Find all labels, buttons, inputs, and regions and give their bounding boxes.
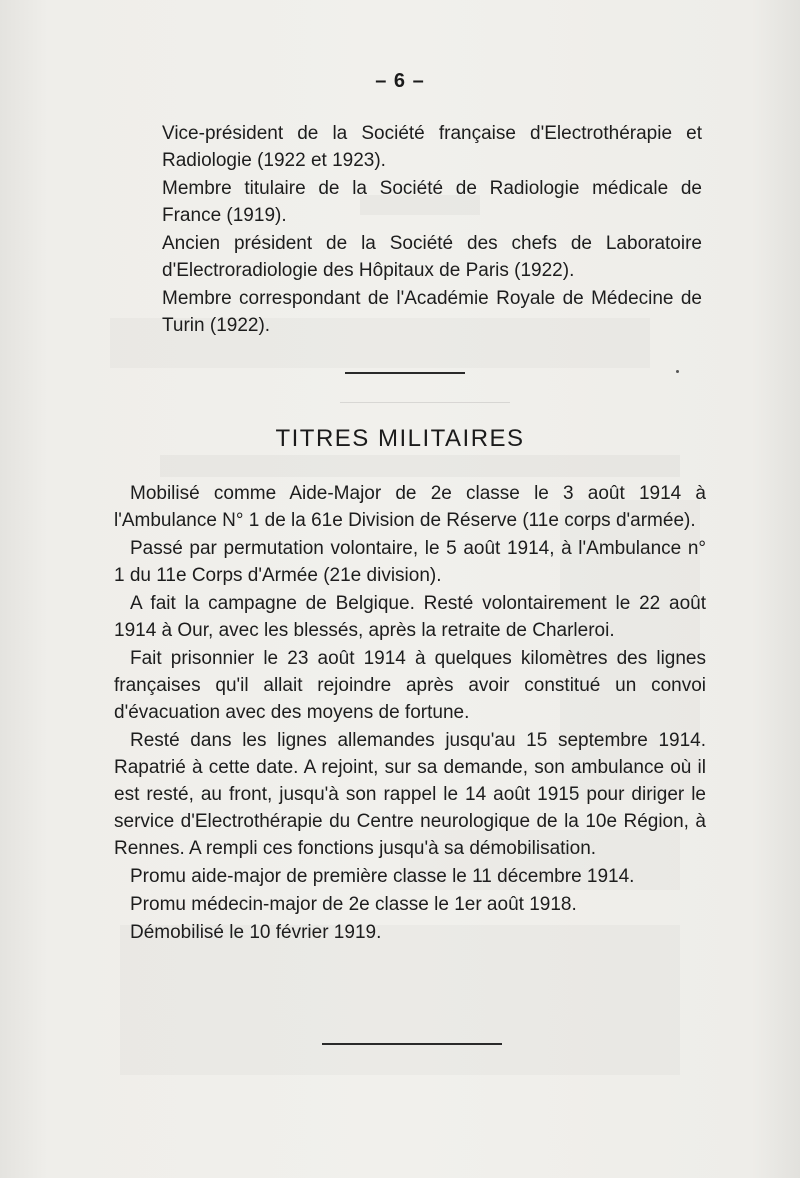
show-through-shadow — [120, 925, 680, 1075]
military-paragraph: Promu médecin-major de 2e classe le 1er août 1918. — [130, 894, 577, 915]
ink-speck — [676, 370, 679, 373]
honor-item: Membre correspondant de l'Académie Royale de Médecine de Turin (1922). — [162, 288, 702, 336]
show-through-shadow — [160, 455, 680, 477]
military-titles — [114, 480, 706, 946]
military-paragraph: Passé par permutation volontaire, le 5 août 1914, à l'Ambulance n° 1 du 11e Corps d'Armée (21e division). — [114, 538, 706, 586]
page-number: – 6 – — [375, 70, 425, 92]
section-divider — [345, 372, 465, 374]
military-paragraph: Démobilisé le 10 février 1919. — [130, 922, 382, 943]
military-paragraph: Promu aide-major de première classe le 11 décembre 1914. — [130, 866, 635, 887]
honor-item: Vice-président de la Société française d'Electrothérapie et Radiologie (1922 et 1923). — [162, 123, 702, 171]
military-paragraph: Fait prisonnier le 23 août 1914 à quelques kilomètres des lignes françaises qu'il allait rejoindre après avoir constitué un convoi d'évacuation avec des moyens de fortune. — [114, 648, 706, 723]
honors-list — [162, 120, 702, 339]
honor-item: Membre titulaire de la Société de Radiologie médicale de France (1919). — [162, 178, 702, 226]
military-paragraph: Mobilisé comme Aide-Major de 2e classe le 3 août 1914 à l'Ambulance N° 1 de la 61e Division de Réserve (11e corps d'armée). — [114, 483, 706, 531]
section-divider — [322, 1043, 502, 1045]
section-title: TITRES MILITAIRES — [275, 425, 525, 452]
military-paragraph: Resté dans les lignes allemandes jusqu'au 15 septembre 1914. Rapatrié à cette date. A rejoint, sur sa demande, son ambulance où il est resté, au front, jusqu'à son rappel le 14 août 1915 pour diriger le service d'Electrothérapie du Centre neurologique de la 10e Région, à Rennes. A rempli ces fonctions jusqu'à sa démobilisation. — [114, 730, 706, 859]
show-through-rule — [340, 402, 510, 403]
military-paragraph: A fait la campagne de Belgique. Resté volontairement le 22 août 1914 à Our, avec les blessés, après la retraite de Charleroi. — [114, 593, 706, 641]
honor-item: Ancien président de la Société des chefs de Laboratoire d'Electroradiologie des Hôpitaux de Paris (1922). — [162, 233, 702, 281]
